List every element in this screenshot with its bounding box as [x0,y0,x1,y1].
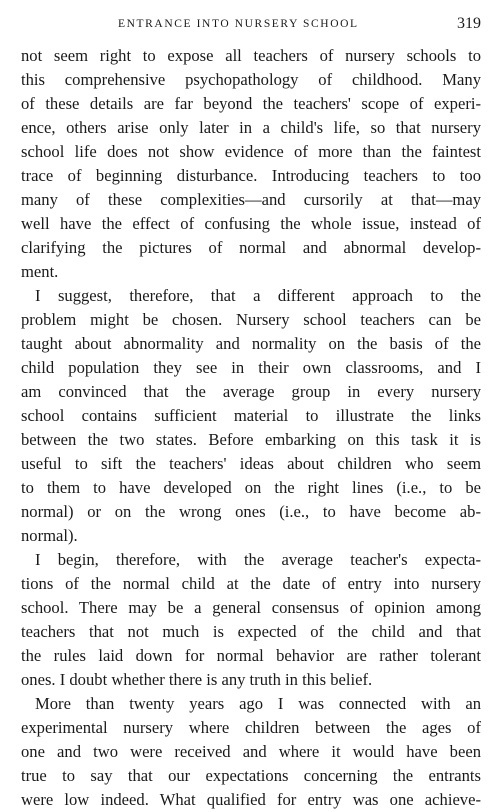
text-line: school. There may be a general consensus of opinion among [21,598,481,617]
text-line: ence, others arise only later in a child's life, so that nursery [21,118,481,137]
text-line: normal) or on the wrong ones (i.e., to have become ab- [21,502,481,521]
text-line: trace of beginning disturbance. Introducing teachers to too [21,166,481,185]
text-line: true to say that our expectations concerning the entrants [21,766,481,785]
text-line: problem might be chosen. Nursery school teachers can be [21,310,481,329]
text-line: normal). [21,526,78,545]
text-line: taught about abnormality and normality on the basis of the [21,334,481,353]
text-line: tions of the normal child at the date of entry into nursery [21,574,481,593]
text-line: clarifying the pictures of normal and abnormal develop- [21,238,481,257]
text-line: not seem right to expose all teachers of nursery schools to [21,46,481,65]
text-line: school contains sufficient material to illustrate the links [21,406,481,425]
text-line: one and two were received and where it would have been [21,742,481,761]
book-page [21,14,481,812]
page-number: 319 [457,15,481,32]
text-line: ment. [21,262,59,281]
text-line: this comprehensive psychopathology of childhood. Many [21,70,481,89]
text-line: between the two states. Before embarking on this task it is [21,430,481,449]
text-line: school life does not show evidence of more than the faintest [21,142,481,161]
text-line: am convinced that the average group in every nursery [21,382,481,401]
text-line: experimental nursery where children between the ages of [21,718,481,737]
running-head [21,14,481,38]
text-line: ones. I doubt whether there is any truth in this belief. [21,670,373,689]
body-text [21,44,481,812]
text-line: child population they see in their own classrooms, and I [21,358,481,377]
text-line: I suggest, therefore, that a different approach to the [35,286,481,305]
text-line: More than twenty years ago I was connected with an [35,694,481,713]
paragraph [21,548,481,692]
paragraph [21,284,481,548]
running-head-title: ENTRANCE INTO NURSERY SCHOOL [118,18,359,30]
paragraph [21,44,481,284]
text-line: useful to sift the teachers' ideas about children who seem [21,454,481,473]
text-line: I begin, therefore, with the average teacher's expecta- [35,550,481,569]
text-line: well have the effect of confusing the whole issue, instead of [21,214,481,233]
text-line: teachers that not much is expected of the child and that [21,622,481,641]
text-line: of these details are far beyond the teachers' scope of experi- [21,94,481,113]
text-line: many of these complexities—and cursorily at that—may [21,190,481,209]
text-line: the rules laid down for normal behavior are rather tolerant [21,646,481,665]
text-line: were low indeed. What qualified for entry was one achieve- [21,790,481,809]
paragraph [21,692,481,812]
text-line: to them to have developed on the right lines (i.e., to be [21,478,481,497]
